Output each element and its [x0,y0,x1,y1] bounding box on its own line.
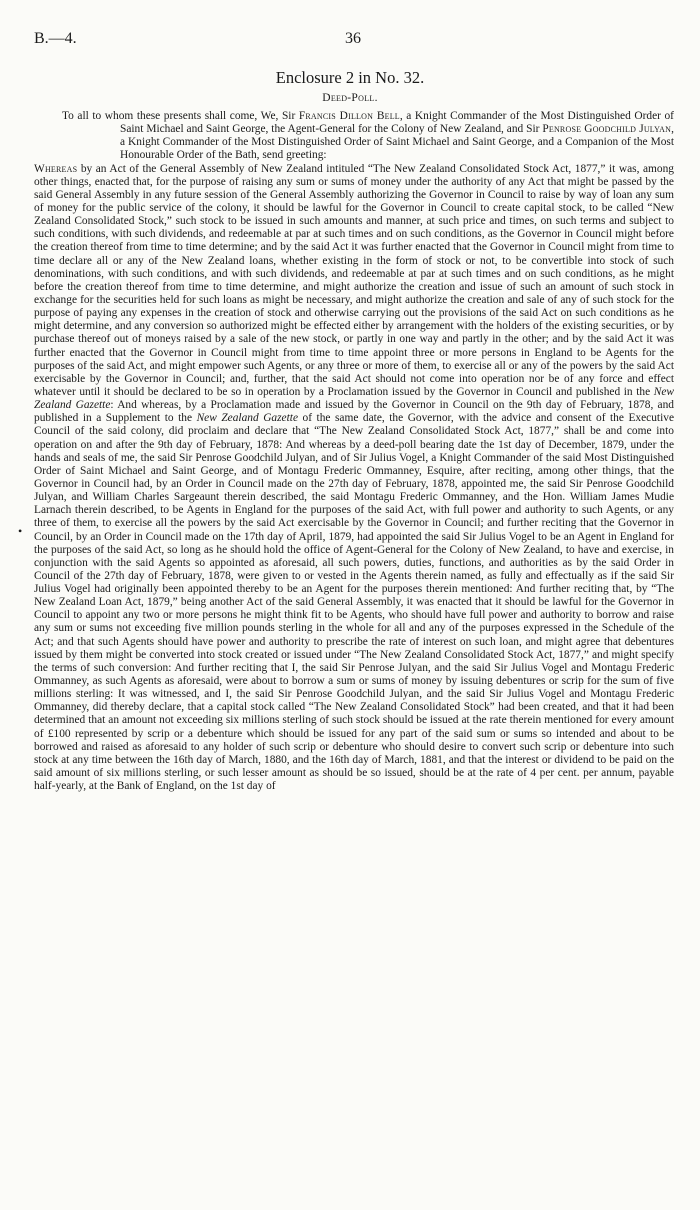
recital-text: : And whereas, by a Proclamation made and issued by the Governor in Council on the 9th day of February, 1878, and published in a Supplement to the [34,399,674,425]
addressee-text: , a Knight Commander of the Most Distinguished Order of Saint Michael and Saint George, and a Companion of the Most Honourable Order of the Bath, send greeting: [120,123,674,162]
running-head [34,30,672,52]
gazette-title: New Zealand Gazette [34,385,674,412]
person-name: Francis Dillon Bell [298,110,400,122]
whereas-word: Whereas [34,162,78,175]
addressee-text: , a Knight Commander of the Most Distinguished Order of Saint Michael and Saint George, the Agent-General for the Colony of New Zealand, and Sir [120,110,674,136]
section-heading: Deed-Poll. [322,92,378,104]
document-reference: B.—4. [34,30,77,47]
recital-text: of the same date, the Governor, with the advice and consent of the Executive Council of the said colony, did proclaim and declare that “The New Zealand Consolidated Stock Act, 1877,” shall be and come into operation on and after the 9th day of February, 1878: And whereas by a deed-poll bearing date the 1st day of December, 1879, under the hands and seals of me, the said Sir Penrose Goodchild Julyan, and of Sir Julius Vogel, a Knight Commander of the said Most Distinguished Order of Saint Michael and Saint George, and of Montagu Frederic Ommanney, Esquire, after reciting, among other things, that the Governor in Council had, by an Order in Council made on the 27th day of February, 1878, appointed me, the said Sir Penrose Goodchild Julyan, and William Charles Sargeaunt therein described, the said Montagu Frederic Ommanney, and the Hon. William James Mudie Larnach therein described, to be Agents in England for the purposes of the said Act, with full power and authority to such Agents, or any three of them, to exercise all the powers by the said Act exercisable by the Governor in Council; and further reciting that the Governor in Council, by an Order in Council made on the 17th day of April, 1879, had appointed the said Sir Julius Vogel to be an Agent in England for the purposes of the said Act, so long as he should hold the office of Agent-General for the Colony of New Zealand, to have and exercise, in conjunction with the said Agents so appointed as aforesaid, all such powers, duties, functions, and authorities as by the said Order in Council of the 27th day of February, 1878, were given to or vested in the Agents therein named, as fully and effectually as if the said Sir Julius Vogel had originally been appointed thereby to be an Agent for the purposes therein mentioned: And further reciting that, by “The New Zealand Loan Act, 1879,” being another Act of the said General Assembly, it was enacted that it should be lawful for the Governor in Council to appoint any two or more persons he might think fit to be Agents, who should have full power and authority to borrow and raise any sum or sums not exceeding five million pounds sterling in the whole for all and any of the purposes expressed in the Schedule of the Act; and that such Agents should have power and authority to prescribe the rate of interest on such loan, and might agree that debentures issued by them might be converted into stock created or issued under “The New Zealand Consolidated Stock Act, 1877,” and might specify the terms of such conversion: And further reciting that I, the said Sir Penrose Julyan, and the said Sir Julius Vogel and Montagu Frederic Ommanney, as such Agents as aforesaid, were about to borrow a sum or sums of money by issuing debentures or scrip for the sum of five millions sterling: It was witnessed, and I, the said Sir Penrose Goodchild Julyan, and the said Sir Julius Vogel and Montagu Frederic Ommanney, did thereby declare, that a capital stock called “The New Zealand Consolidated Stock” had been created, and that it had been determined that an amount not exceeding six millions sterling of such stock should be issued at the rate therein mentioned for every amount of £100 represented by scrip or a debenture which should be issued for any part of the said sum or sums so intended and about to be borrowed and raised as aforesaid to any holder of such scrip or debenture who should desire to convert such scrip or debenture into such stock at any time between the 16th day of March, 1880, and the 16th day of March, 1881, and that the interest or dividend to be paid on the said amount of six millions sterling, or such lesser amount as should be so issued, should be at the rate of 4 per cent. per annum, payable half-yearly, at the Bank of England, on the 1st day of [34,412,675,793]
margin-bullet-mark: • [18,524,23,538]
recital-text: by an Act of the General Assembly of New Zealand intituled “The New Zealand Consolidated Stock Act, 1877,” it was, among other things, enacted that, for the purpose of raising any sum or sums of money under the authority of any Act that might be passed by the said General Assembly in any future session of the General Assembly authorizing the Governor in Council to raise by way of loan any sum of money for the public service of the colony, it should be lawful for the Governor in Council to create capital stock, to be called “New Zealand Consolidated Stock,” such stock to be issued in such amounts and manner, at such price and times, on such terms and subject to such conditions, with such dividends, and redeemable at par at such times and on such conditions, as the Governor in Council might before the creation thereof from time to time determine; and by the said Act it was further enacted that the Governor in Council might from time to time declare all or any of the New Zealand loans, whether existing in the form of stock or not, to be convertible into stock of such denominations, with such conditions, and with such dividends, and redeemable at par at such times and on such conditions, as he might before the creation thereof from time to time determine, and might authorize the creation and issue of such an amount of such stock in exchange for the securities held for such loans as might be necessary, and might authorize the creation and sale of any of such stock for the purpose of paying any expenses in the creation of stock and otherwise carrying out the provisions of the said Act on such conditions as he might determine, and any conversion so authorized might be effected either by arrangement with the holders of the existing securities, or by purchase thereof out of moneys raised by a sale of the new stock, or partly in one way and partly in the other; and by the said Act it was further enacted that the Governor in Council might from time to time appoint three or more persons in England to be Agents for the purposes of the said Act, and might empower such Agents, or any three or more of them, to exercise all or any of the powers by the said Act exercisable by the Governor in Council; and, further, that the said Act should not come into operation nor be of any force and effect whatever until it should be declared to be so in operation by a Proclamation issued by the Governor in Council and published in the [34,162,674,398]
gazette-title: New Zealand Gazette [196,412,298,425]
deed-body [34,110,674,793]
enclosure-title: Enclosure 2 in No. 32. [275,68,425,87]
addressee-text: To all to whom these presents shall come, We, Sir [62,110,299,122]
recital-paragraph [34,163,674,794]
page-number: 36 [345,30,361,47]
person-name: Penrose Goodchild Julyan [542,123,672,136]
addressee-paragraph [34,110,674,163]
